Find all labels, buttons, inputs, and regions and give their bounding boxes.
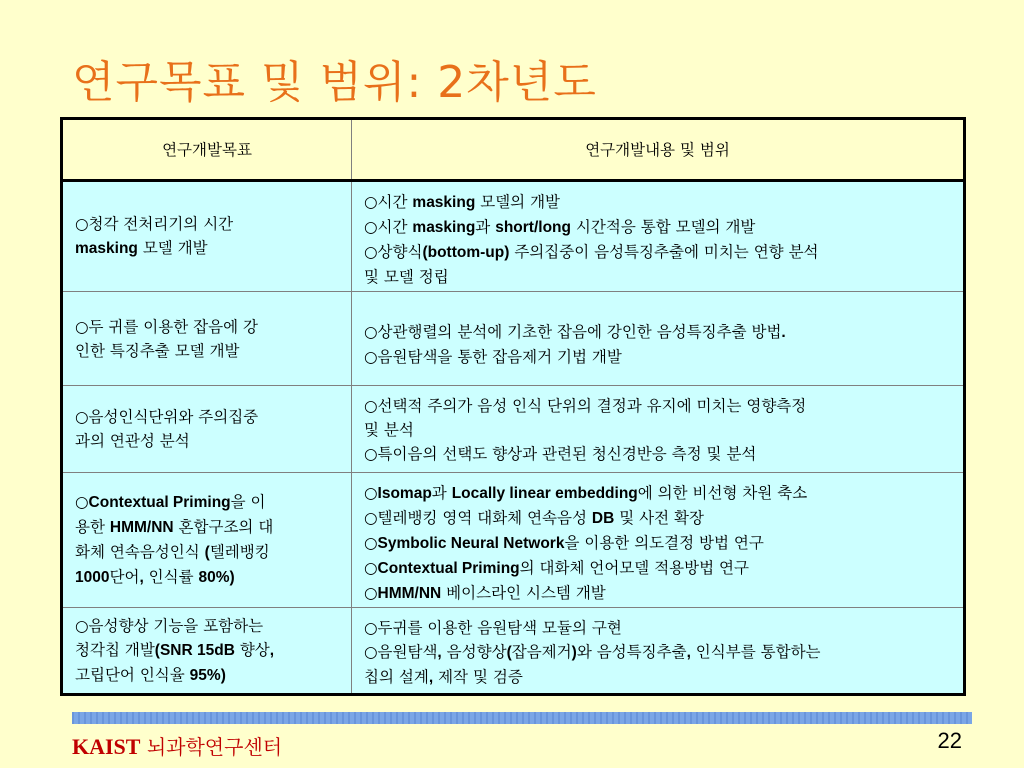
content-line: ○HMM/NN 베이스라인 시스템 개발 <box>364 584 606 602</box>
goal-line: 1000단어, 인식률 80%) <box>75 568 235 586</box>
goal-line: ○두 귀를 이용한 잡음에 강 <box>75 317 258 336</box>
header-content: 연구개발내용 및 범위 <box>352 119 965 181</box>
footer-bar <box>72 712 972 724</box>
content-line: ○음원탐색을 통한 잡음제거 기법 개발 <box>364 348 622 366</box>
content-line: ○상관행렬의 분석에 기초한 잡음에 강인한 음성특징추출 방법. <box>364 323 786 341</box>
footer-org <box>72 731 282 760</box>
goal-line: 고립단어 인식율 95%) <box>75 665 226 684</box>
goal-line: 청각칩 개발(SNR 15dB 향상, <box>75 640 275 659</box>
goal-line: ○음성향상 기능을 포함하는 <box>75 616 264 635</box>
goal-line: masking 모델 개발 <box>75 239 208 257</box>
content-cell <box>352 608 965 695</box>
goal-cell <box>62 181 352 292</box>
content-line: ○텔레뱅킹 영역 대화체 연속음성 DB 및 사전 확장 <box>364 509 704 527</box>
goals-table <box>60 117 966 696</box>
content-line: ○Isomap과 Locally linear embedding에 의한 비선형 차원 축소 <box>364 484 808 502</box>
content-line: 칩의 설계, 제작 및 검증 <box>364 668 523 686</box>
content-line: ○두귀를 이용한 음원탐색 모듈의 구현 <box>364 619 622 637</box>
goal-line: ○Contextual Priming을 이 <box>75 493 266 511</box>
goal-cell <box>62 386 352 473</box>
content-cell <box>352 181 965 292</box>
content-cell <box>352 292 965 386</box>
kaist-label: KAIST <box>72 734 141 759</box>
center-label: 뇌과학연구센터 <box>140 735 283 759</box>
content-line: ○시간 masking 모델의 개발 <box>364 193 561 211</box>
table-row <box>62 181 965 292</box>
content-line: ○특이음의 선택도 향상과 관련된 청신경반응 측정 및 분석 <box>364 445 757 463</box>
table-header-row <box>62 119 965 181</box>
goal-cell <box>62 292 352 386</box>
table-row <box>62 386 965 473</box>
goal-line: 용한 HMM/NN 혼합구조의 대 <box>75 518 274 536</box>
goal-line: 화체 연속음성인식 (텔레뱅킹 <box>75 543 270 561</box>
content-cell <box>352 386 965 473</box>
slide-title: 연구목표 및 범위: 2차년도 <box>72 57 597 108</box>
page-number: 22 <box>937 728 962 753</box>
goal-line: ○음성인식단위와 주의집중 <box>75 408 259 426</box>
content-line: ○Contextual Priming의 대화체 언어모델 적용방법 연구 <box>364 559 749 577</box>
goal-cell <box>62 608 352 695</box>
content-line: 및 모델 정립 <box>364 268 449 286</box>
content-line: ○상향식(bottom-up) 주의집중이 음성특징추출에 미치는 연향 분석 <box>364 243 819 261</box>
goal-line: 과의 연관성 분석 <box>75 432 190 450</box>
content-line: ○음원탐색, 음성향상(잡음제거)와 음성특징추출, 인식부를 통합하는 <box>364 643 821 661</box>
table-row <box>62 292 965 386</box>
content-line: ○Symbolic Neural Network을 이용한 의도결정 방법 연구 <box>364 534 764 552</box>
goal-line: ○청각 전처리기의 시간 <box>75 215 234 233</box>
goal-cell <box>62 473 352 608</box>
table-row <box>62 473 965 608</box>
content-cell <box>352 473 965 608</box>
table-row <box>62 608 965 695</box>
content-line: ○선택적 주의가 음성 인식 단위의 결정과 유지에 미치는 영향측정 <box>364 397 807 415</box>
content-line: ○시간 masking과 short/long 시간적응 통합 모델의 개발 <box>364 218 756 236</box>
content-line: 및 분석 <box>364 421 414 439</box>
goal-line: 인한 특징추출 모델 개발 <box>75 341 240 360</box>
header-goal: 연구개발목표 <box>62 119 352 181</box>
